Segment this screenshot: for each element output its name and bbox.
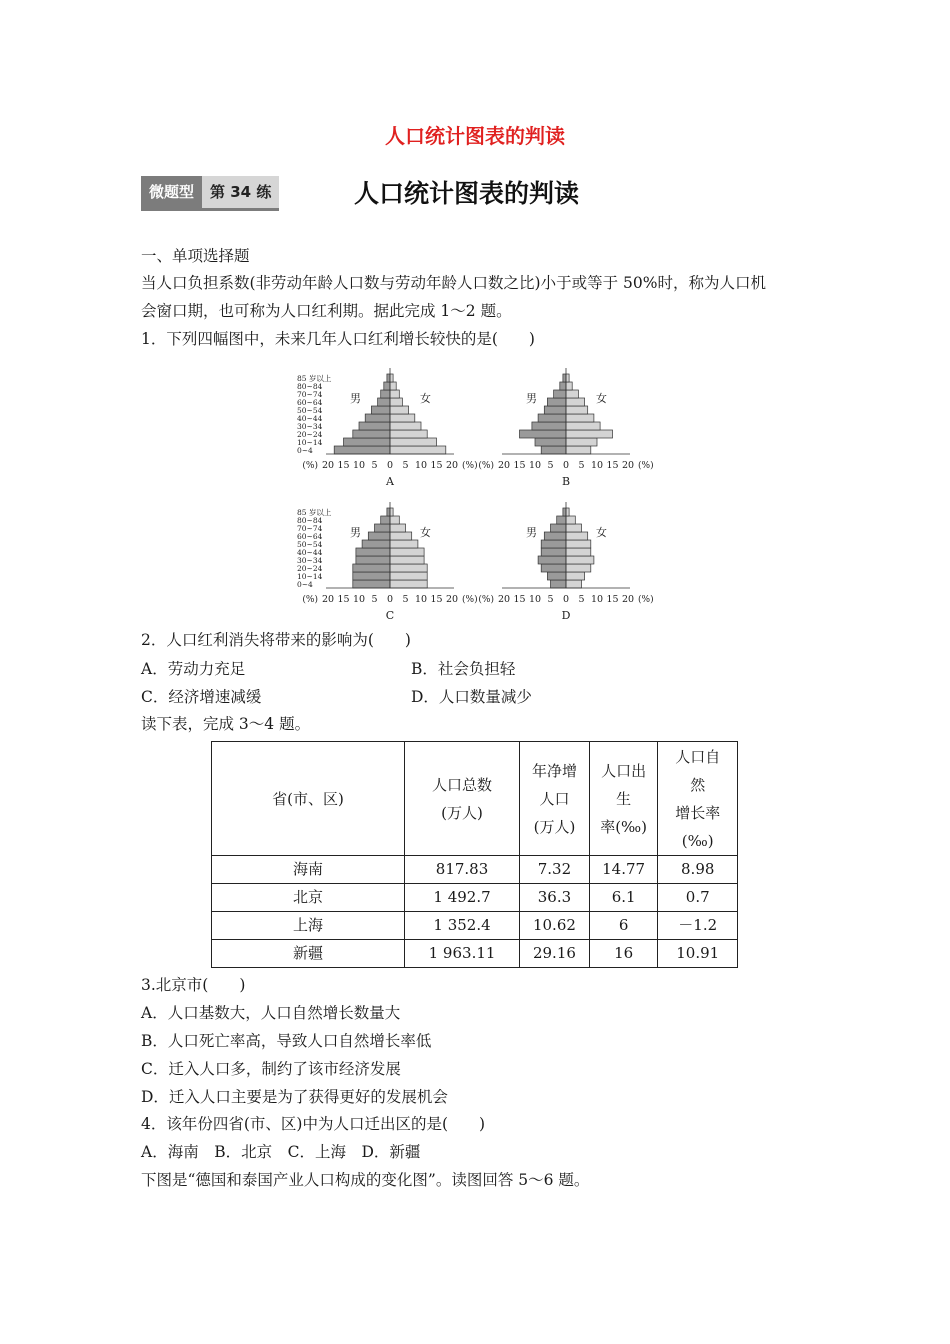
- male-bar: [353, 580, 390, 588]
- tick-label: 20: [621, 460, 635, 471]
- unit-label-right: (%): [462, 461, 478, 471]
- female-bar: [566, 406, 588, 414]
- female-bar: [390, 532, 412, 540]
- male-bar: [554, 390, 566, 398]
- tick-label: 20: [445, 594, 459, 605]
- age-label: 0~4: [297, 580, 313, 589]
- question-2: 2．人口红利消失将带来的影响为( ): [141, 631, 411, 649]
- male-bar: [563, 374, 566, 382]
- male-label: 男: [526, 526, 537, 539]
- q3-option-a: A．人口基数大，人口自然增长数量大: [141, 1004, 401, 1022]
- unit-label-right: (%): [638, 461, 654, 471]
- tick-label: 0: [386, 460, 394, 471]
- cell: 10.62: [520, 912, 590, 940]
- female-bar: [566, 430, 613, 438]
- unit-label-right: (%): [462, 595, 478, 605]
- female-bar: [390, 414, 415, 422]
- male-bar: [387, 374, 390, 382]
- age-label: 85 岁以上: [297, 508, 332, 517]
- unit-label-left: (%): [478, 461, 494, 471]
- age-label: 30~34: [297, 556, 323, 565]
- male-bar: [532, 422, 566, 430]
- male-label: 男: [350, 392, 361, 405]
- male-bar: [368, 532, 390, 540]
- male-bar: [381, 390, 390, 398]
- male-bar: [387, 508, 390, 516]
- male-bar: [344, 438, 391, 446]
- q2-option-d: D．人口数量减少: [411, 688, 532, 706]
- tick-label: 20: [497, 460, 511, 471]
- main-title: 人口统计图表的判读: [385, 124, 565, 148]
- male-bar: [544, 532, 566, 540]
- female-bar: [390, 540, 418, 548]
- question-4: 4．该年份四省(市、区)中为人口迁出区的是( ): [141, 1115, 486, 1133]
- cell: 10.91: [658, 940, 738, 968]
- q4-options: A．海南 B．北京 C．上海 D．新疆: [141, 1143, 421, 1161]
- header-total: 人口总数 (万人): [404, 742, 519, 856]
- female-label: 女: [420, 392, 431, 405]
- tick-label: 5: [371, 460, 378, 471]
- female-bar: [566, 438, 597, 446]
- female-bar: [566, 516, 575, 524]
- age-label: 10~14: [297, 572, 323, 581]
- tick-label: 20: [445, 460, 459, 471]
- male-bar: [541, 446, 566, 454]
- population-pyramids: [280, 362, 670, 627]
- cell: 817.83: [404, 856, 519, 884]
- age-label: 20~24: [297, 430, 323, 439]
- female-bar: [390, 390, 399, 398]
- tick-label: 5: [547, 594, 554, 605]
- exercise-tag: [141, 176, 279, 208]
- tick-label: 10: [414, 594, 428, 605]
- cell: 14.77: [589, 856, 658, 884]
- male-bar: [541, 540, 566, 548]
- tick-label: 15: [337, 460, 350, 471]
- cell: 36.3: [520, 884, 590, 912]
- cell: 北京: [212, 884, 405, 912]
- tag-type: 微题型: [141, 176, 202, 208]
- female-bar: [566, 524, 582, 532]
- female-bar: [566, 398, 585, 406]
- female-bar: [390, 446, 446, 454]
- male-bar: [547, 398, 566, 406]
- tick-label: 15: [337, 594, 350, 605]
- age-label: 0~4: [297, 446, 313, 455]
- female-bar: [390, 516, 399, 524]
- intro-line-1: 当人口负担系数(非劳动年龄人口数与劳动年龄人口数之比)小于或等于 50%时，称为人口机: [141, 274, 766, 292]
- table-row: [212, 856, 738, 884]
- female-bar: [566, 572, 585, 580]
- age-label: 70~74: [297, 524, 323, 533]
- chart-title: B: [561, 475, 571, 488]
- male-bar: [353, 430, 390, 438]
- male-bar: [375, 524, 391, 532]
- male-bar: [547, 572, 566, 580]
- female-bar: [390, 382, 396, 390]
- header-birth-rate: 人口出 生 率(‰): [589, 742, 658, 856]
- female-bar: [566, 564, 591, 572]
- cell: 1 492.7: [404, 884, 519, 912]
- cell: 新疆: [212, 940, 405, 968]
- cell: 6: [589, 912, 658, 940]
- male-bar: [520, 430, 567, 438]
- closing-instruction: 下图是“德国和泰国产业人口构成的变化图”。读图回答 5～6 题。: [141, 1171, 590, 1189]
- age-label: 20~24: [297, 564, 323, 573]
- table-row: [212, 884, 738, 912]
- age-label: 80~84: [297, 516, 323, 525]
- age-label: 60~64: [297, 398, 323, 407]
- tick-label: 20: [321, 594, 335, 605]
- age-label: 40~44: [297, 548, 323, 557]
- chart-title: A: [386, 475, 394, 488]
- female-bar: [390, 374, 393, 382]
- tag-number: 第 34 练: [202, 176, 279, 208]
- male-bar: [541, 564, 566, 572]
- q3-option-b: B．人口死亡率高，导致人口自然增长率低: [141, 1032, 432, 1050]
- tick-label: 5: [371, 594, 378, 605]
- female-label: 女: [596, 392, 607, 405]
- male-bar: [353, 564, 390, 572]
- table-header-row: [212, 742, 738, 856]
- q2-option-b: B．社会负担轻: [411, 660, 516, 678]
- tick-label: 0: [562, 594, 570, 605]
- cell: 16: [589, 940, 658, 968]
- population-table: [211, 741, 738, 968]
- female-bar: [566, 532, 588, 540]
- female-bar: [566, 508, 569, 516]
- female-bar: [390, 580, 427, 588]
- chart-title: D: [561, 609, 571, 622]
- tick-label: 10: [414, 460, 428, 471]
- tick-label: 20: [621, 594, 635, 605]
- cell: 0.7: [658, 884, 738, 912]
- female-bar: [390, 398, 402, 406]
- tick-label: 15: [430, 594, 443, 605]
- female-bar: [566, 374, 569, 382]
- male-bar: [535, 438, 566, 446]
- tick-label: 5: [578, 460, 585, 471]
- age-label: 80~84: [297, 382, 323, 391]
- header-province: 省(市、区): [212, 742, 405, 856]
- tick-label: 15: [513, 460, 526, 471]
- tick-label: 15: [606, 460, 619, 471]
- table-row: [212, 940, 738, 968]
- intro-line-2: 会窗口期，也可称为人口红利期。据此完成 1～2 题。: [141, 302, 512, 320]
- tick-label: 20: [497, 594, 511, 605]
- table-intro: 读下表，完成 3～4 题。: [141, 715, 311, 733]
- male-label: 男: [350, 526, 361, 539]
- chart-title: C: [385, 609, 395, 622]
- female-label: 女: [420, 526, 431, 539]
- female-bar: [390, 524, 406, 532]
- age-label: 70~74: [297, 390, 323, 399]
- male-bar: [560, 382, 566, 390]
- question-1: 1．下列四幅图中，未来几年人口红利增长较快的是( ): [141, 330, 535, 348]
- female-bar: [390, 556, 424, 564]
- header-natural-growth: 人口自 然 增长率 (‰): [658, 742, 738, 856]
- male-bar: [538, 556, 566, 564]
- male-bar: [362, 540, 390, 548]
- cell: 上海: [212, 912, 405, 940]
- female-bar: [390, 564, 427, 572]
- male-bar: [551, 524, 567, 532]
- male-bar: [563, 508, 566, 516]
- male-bar: [334, 446, 390, 454]
- age-label: 50~54: [297, 540, 323, 549]
- female-bar: [566, 580, 582, 588]
- tick-label: 15: [606, 594, 619, 605]
- tick-label: 10: [528, 460, 542, 471]
- tick-label: 10: [528, 594, 542, 605]
- question-3: 3.北京市( ): [141, 976, 246, 994]
- male-bar: [381, 516, 390, 524]
- cell: 7.32: [520, 856, 590, 884]
- tick-label: 10: [352, 460, 366, 471]
- male-label: 男: [526, 392, 537, 405]
- q3-option-d: D．迁入人口主要是为了获得更好的发展机会: [141, 1088, 448, 1106]
- heading-single-choice: 一、单项选择题: [141, 247, 250, 265]
- section-title: 人口统计图表的判读: [354, 179, 580, 208]
- female-bar: [390, 438, 437, 446]
- cell: 海南: [212, 856, 405, 884]
- tick-label: 5: [402, 594, 409, 605]
- tick-label: 5: [547, 460, 554, 471]
- female-bar: [390, 548, 424, 556]
- q2-option-a: A．劳动力充足: [141, 660, 246, 678]
- cell: 6.1: [589, 884, 658, 912]
- male-bar: [359, 422, 390, 430]
- cell: 1 352.4: [404, 912, 519, 940]
- age-label: 10~14: [297, 438, 323, 447]
- male-bar: [356, 556, 390, 564]
- male-bar: [356, 548, 390, 556]
- female-bar: [390, 508, 393, 516]
- tick-label: 20: [321, 460, 335, 471]
- age-label: 85 岁以上: [297, 374, 332, 383]
- female-bar: [566, 446, 591, 454]
- age-label: 30~34: [297, 422, 323, 431]
- female-bar: [566, 540, 591, 548]
- tick-label: 10: [590, 594, 604, 605]
- tick-label: 0: [562, 460, 570, 471]
- tick-label: 5: [578, 594, 585, 605]
- tick-label: 0: [386, 594, 394, 605]
- unit-label-left: (%): [302, 461, 318, 471]
- tick-label: 15: [513, 594, 526, 605]
- male-bar: [384, 382, 390, 390]
- female-bar: [566, 556, 594, 564]
- tick-label: 10: [352, 594, 366, 605]
- q2-option-c: C．经济增速减缓: [141, 688, 262, 706]
- female-bar: [566, 422, 600, 430]
- header-net-increase: 年净增 人口 (万人): [520, 742, 590, 856]
- age-label: 40~44: [297, 414, 323, 423]
- male-bar: [538, 414, 566, 422]
- age-label: 60~64: [297, 532, 323, 541]
- female-bar: [566, 548, 591, 556]
- cell: －1.2: [658, 912, 738, 940]
- q3-option-c: C．迁入人口多，制约了该市经济发展: [141, 1060, 401, 1078]
- unit-label-left: (%): [302, 595, 318, 605]
- male-bar: [365, 414, 390, 422]
- cell: 1 963.11: [404, 940, 519, 968]
- male-bar: [541, 548, 566, 556]
- male-bar: [544, 406, 566, 414]
- female-label: 女: [596, 526, 607, 539]
- age-label: 50~54: [297, 406, 323, 415]
- unit-label-left: (%): [478, 595, 494, 605]
- female-bar: [390, 422, 421, 430]
- cell: 8.98: [658, 856, 738, 884]
- female-bar: [390, 572, 427, 580]
- female-bar: [390, 406, 409, 414]
- table-row: [212, 912, 738, 940]
- tick-label: 15: [430, 460, 443, 471]
- female-bar: [566, 390, 578, 398]
- male-bar: [557, 516, 566, 524]
- male-bar: [378, 398, 390, 406]
- female-bar: [566, 382, 572, 390]
- male-bar: [353, 572, 390, 580]
- unit-label-right: (%): [638, 595, 654, 605]
- tick-label: 10: [590, 460, 604, 471]
- female-bar: [390, 430, 427, 438]
- male-bar: [371, 406, 390, 414]
- male-bar: [551, 580, 567, 588]
- tick-label: 5: [402, 460, 409, 471]
- cell: 29.16: [520, 940, 590, 968]
- female-bar: [566, 414, 594, 422]
